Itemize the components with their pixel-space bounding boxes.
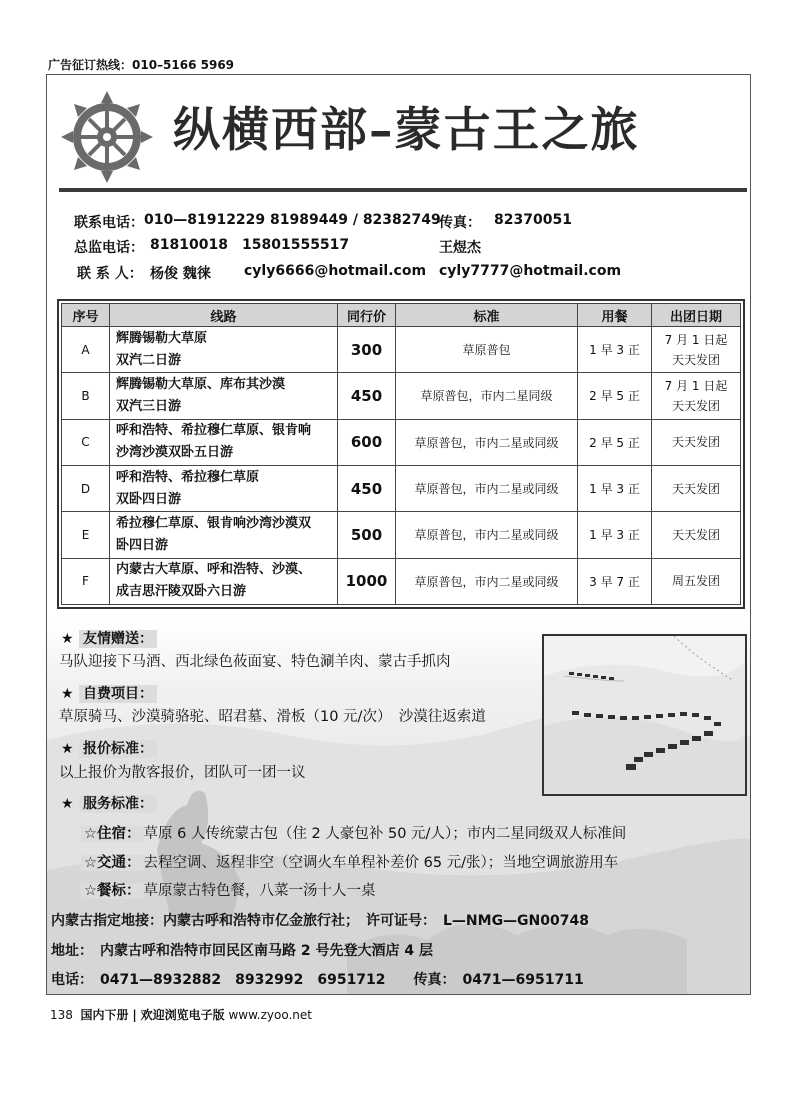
gift-title: 友情赠送： (79, 630, 157, 648)
cell-meals: 1 早 3 正 (578, 465, 652, 511)
table-row (62, 419, 741, 465)
star-icon: ★ (61, 686, 74, 702)
gift-text: 马队迎接下马酒、西北绿色莜面宴、特色涮羊肉、蒙古手抓肉 (59, 654, 451, 670)
agency-phone-line: 电话： 0471—8932882 8932992 6951712 传真： 0471—6951711 (51, 972, 584, 988)
cell-id: A (62, 327, 110, 373)
cell-date-2: 天天发团 (671, 352, 720, 367)
cell-meals: 1 早 3 正 (578, 327, 652, 373)
cell-route-line-1: 呼和浩特、希拉穆仁草原 (116, 469, 260, 485)
star-icon: ★ (61, 631, 74, 647)
camel-caravan-photo (542, 634, 747, 796)
cell-route (110, 512, 338, 558)
cell-id: F (62, 558, 110, 604)
header-standard: 标准 (396, 304, 578, 327)
email-2[interactable]: cyly7777@hotmail.com (439, 263, 622, 279)
star-icon: ★ (61, 796, 74, 812)
director-phone-1: 81810018 (150, 237, 228, 253)
service-stay (81, 822, 626, 843)
cell-id: B (62, 373, 110, 419)
table-row (62, 327, 741, 373)
cell-route-line-1: 内蒙古大草原、呼和浩特、沙漠、 (116, 562, 312, 578)
quote-heading (61, 738, 157, 758)
header-price: 同行价 (338, 304, 396, 327)
quote-text: 以上报价为散客报价，团队可一团一议 (59, 765, 306, 781)
footer-section: 国内下册 (80, 1008, 129, 1022)
page-title: 纵横西部–蒙古王之旅 (173, 103, 640, 158)
cell-date (652, 373, 741, 419)
cell-meals: 1 早 3 正 (578, 512, 652, 558)
header-meals: 用餐 (578, 304, 652, 327)
table-row (62, 465, 741, 511)
cell-date-1: 周五发团 (671, 574, 720, 589)
agency-line: 内蒙古指定地接：内蒙古呼和浩特市亿金旅行社； 许可证号： L—NMG—GN00748 (51, 913, 589, 929)
cell-id: D (62, 465, 110, 511)
header-date: 出团日期 (652, 304, 741, 327)
meal-label: ☆餐标： (81, 883, 144, 899)
cell-route-line-2: 双汽三日游 (116, 398, 182, 414)
self-text: 草原骑马、沙漠骑骆驼、昭君墓、滑板（10 元/次） 沙漠往返索道 (59, 709, 486, 725)
table-header (62, 304, 741, 327)
title-divider (59, 188, 747, 192)
cell-standard: 草原普包 (396, 327, 578, 373)
header-route: 线路 (110, 304, 338, 327)
person-names: 杨俊 魏徕 (150, 266, 211, 282)
cell-date (652, 512, 741, 558)
ad-frame (46, 74, 751, 995)
cell-route-line-2: 沙湾沙漠双卧五日游 (116, 445, 234, 461)
camel-caravan-image (544, 636, 745, 794)
cell-standard: 草原普包，市内二星同级 (396, 373, 578, 419)
cell-route-line-1: 呼和浩特、希拉穆仁草原、银肯响 (116, 423, 312, 439)
self-title: 自费项目： (79, 685, 157, 703)
self-heading (61, 683, 157, 703)
cell-route (110, 465, 338, 511)
cell-route (110, 327, 338, 373)
cell-price: 500 (338, 512, 396, 558)
cell-date (652, 465, 741, 511)
director-name: 王煜杰 (439, 240, 481, 256)
service-heading (61, 793, 157, 813)
page-number: 138 (50, 1008, 73, 1022)
cell-date-1: 天天发团 (671, 527, 720, 542)
cell-price: 450 (338, 373, 396, 419)
cell-route-line-2: 成吉思汗陵双卧六日游 (116, 584, 247, 600)
cell-meals: 2 早 5 正 (578, 373, 652, 419)
table-row (62, 512, 741, 558)
fax-value: 82370051 (494, 212, 572, 228)
cell-date-1: 天天发团 (671, 481, 720, 496)
dharma-wheel-logo (59, 89, 155, 185)
cell-route-line-2: 双汽二日游 (116, 352, 182, 368)
cell-price: 600 (338, 419, 396, 465)
cell-route (110, 373, 338, 419)
cell-date-1: 7 月 1 日起 (664, 332, 728, 347)
footer-slogan: 欢迎浏览电子版 (140, 1008, 225, 1022)
cell-date (652, 419, 741, 465)
person-label: 联 系 人： (77, 266, 143, 282)
cell-date (652, 327, 741, 373)
director-label: 总监电话： (74, 240, 144, 256)
stay-text: 草原 6 人传统蒙古包（住 2 人豪包补 50 元/人）；市内二星同级双人标准间 (143, 826, 627, 842)
fax-label: 传真： (439, 215, 481, 231)
cell-meals: 3 早 7 正 (578, 558, 652, 604)
cell-standard: 草原普包，市内二星或同级 (396, 419, 578, 465)
service-traffic (81, 851, 618, 872)
cell-id: C (62, 419, 110, 465)
footer-url[interactable]: www.zyoo.net (228, 1008, 312, 1022)
director-phone-2: 15801555517 (242, 237, 350, 253)
cell-route-line-2: 双卧四日游 (116, 491, 182, 507)
cell-route (110, 419, 338, 465)
hotline: 广告征订热线：010–5166 5969 (48, 58, 235, 72)
cell-standard: 草原普包，市内二星或同级 (396, 558, 578, 604)
route-table (57, 299, 745, 609)
cell-date (652, 558, 741, 604)
traffic-label: ☆交通： (81, 855, 144, 871)
cell-route-line-2: 卧四日游 (116, 537, 169, 553)
phone-label: 联系电话： (74, 215, 144, 231)
table-row (62, 558, 741, 604)
quote-title: 报价标准： (79, 740, 157, 758)
cell-standard: 草原普包，市内二星或同级 (396, 465, 578, 511)
header-id: 序号 (62, 304, 110, 327)
page-footer (50, 1006, 312, 1023)
cell-price: 1000 (338, 558, 396, 604)
cell-id: E (62, 512, 110, 558)
footer-separator: | (132, 1008, 137, 1022)
cell-route-line-1: 辉腾锡勒大草原 (116, 330, 208, 346)
traffic-text: 去程空调、返程非空（空调火车单程补差价 65 元/张）；当地空调旅游用车 (143, 855, 619, 871)
gift-heading (61, 628, 157, 648)
cell-route-line-1: 辉腾锡勒大草原、库布其沙漠 (116, 376, 286, 392)
meal-text: 草原蒙古特色餐，八菜一汤十人一桌 (143, 883, 376, 899)
table-row (62, 373, 741, 419)
cell-route-line-1: 希拉穆仁草原、银肯响沙湾沙漠双 (116, 515, 312, 531)
phone-value: 010—81912229 81989449 / 82382749 (144, 212, 441, 228)
cell-price: 450 (338, 465, 396, 511)
cell-price: 300 (338, 327, 396, 373)
cell-date-2: 天天发团 (671, 398, 720, 413)
cell-meals: 2 早 5 正 (578, 419, 652, 465)
stay-label: ☆住宿： (81, 826, 144, 842)
cell-route (110, 558, 338, 604)
cell-date-1: 7 月 1 日起 (664, 378, 728, 393)
address-line: 地址： 内蒙古呼和浩特市回民区南马路 2 号先登大酒店 4 层 (51, 943, 433, 959)
email-1[interactable]: cyly6666@hotmail.com (244, 263, 427, 279)
service-meal (81, 879, 376, 900)
star-icon: ★ (61, 741, 74, 757)
cell-standard: 草原普包，市内二星或同级 (396, 512, 578, 558)
cell-date-1: 天天发团 (671, 435, 720, 450)
service-title: 服务标准： (79, 795, 157, 813)
